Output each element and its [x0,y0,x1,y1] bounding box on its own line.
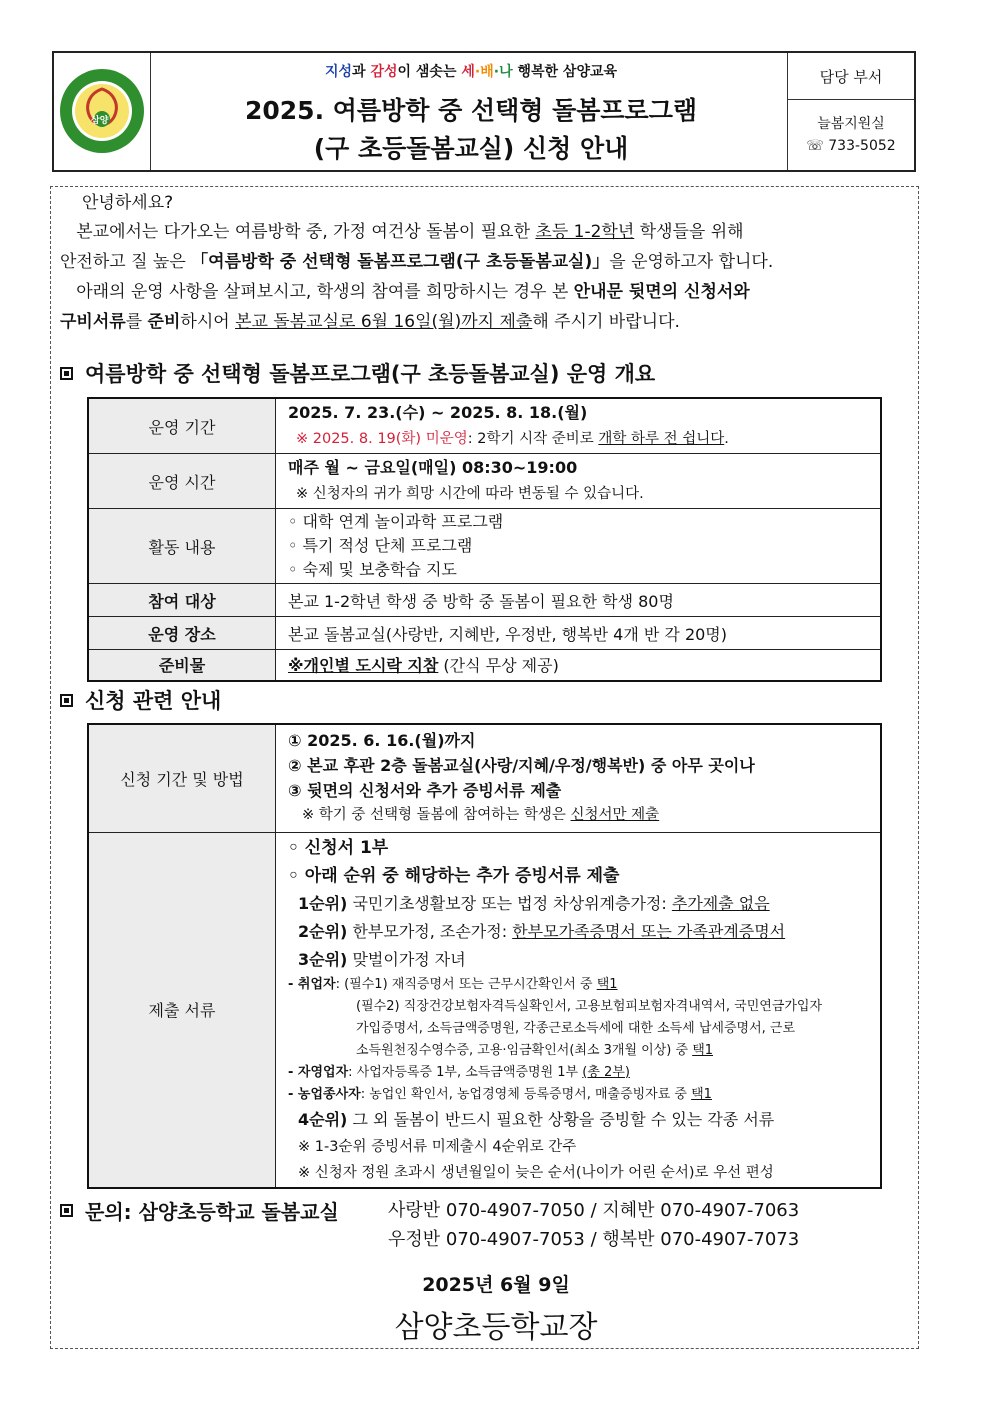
table-row [88,724,881,832]
table-row [88,454,881,509]
docs-label: 제출 서류 [88,832,276,1188]
section-apply-heading: 신청 관련 안내 [60,685,221,715]
target-value: 본교 1-2학년 학생 중 방학 중 돌봄이 필요한 학생 80명 [276,584,882,617]
school-logo-icon [54,53,150,170]
greeting: 안녕하세요? [82,193,174,213]
department-phone: ☏ 733-5052 [806,138,896,154]
prep-label: 준비물 [88,650,276,681]
intro-paragraph-4: 구비서류를 준비하시어 본교 돌봄교실로 6월 16일(월)까지 제출해 주시기 바랍니다. [60,312,680,332]
section-overview-heading: 여름방학 중 선택형 돌봄프로그램(구 초등돌봄교실) 운영 개요 [60,358,655,388]
department-name: 늘봄지원실 [817,116,885,132]
period-value: 2025. 7. 23.(수) ~ 2025. 8. 18.(월) ※ 2025. 8. 19(화) 미운영: 2학기 시작 준비로 개학 하루 전 쉽니다. [276,398,882,454]
table-row [88,650,881,681]
table-row [88,832,881,1188]
overview-table [87,397,882,682]
time-label: 운영 시간 [88,454,276,509]
apply-table [87,723,882,1189]
intro-paragraph-1: 본교에서는 다가오는 여름방학 중, 가정 여건상 돌봄이 필요한 초등 1-2학년 학생들을 위해 [76,222,744,242]
apply-label: 신청 기간 및 방법 [88,724,276,832]
table-row [88,617,881,650]
square-bullet-icon [60,694,73,707]
intro-paragraph-2: 안전하고 질 높은 「여름방학 중 선택형 돌봄프로그램(구 초등돌봄교실)」을 운영하고자 합니다. [60,252,774,272]
place-value: 본교 돌봄교실(사랑반, 지혜반, 우정반, 행복반 4개 반 각 20명) [276,617,882,650]
table-row [88,398,881,454]
apply-value: ① 2025. 6. 16.(월)까지 ② 본교 후관 2층 돌봄교실(사랑/지혜/우정/행복반) 중 아무 곳이나 ③ 뒷면의 신청서와 추가 증빙서류 제출 ※ 학기 중 선택형 돌봄에 참여하는 학생은 신청서만 제출 [276,724,882,832]
contact-line-1: 사랑반 070-4907-7050 / 지혜반 070-4907-7063 [388,1200,800,1221]
docs-value: ◦ 신청서 1부 ◦ 아래 순위 중 해당하는 추가 증빙서류 제출 1순위) 국민기초생활보장 또는 법정 차상위계층가정: 추가제출 없음 2순위) 한부모가정, 조손가정: 한부모가족증명서 또는 가족관계증명서 3순위) 맞벌이가정 자녀 - 취업자: (필수1) 재직증명서 또는 근무시간확인서 중 택1 (필수2) 직장건강보험자격득실확인서, 고용보험피보험자격내역서, 국민연금가입자 가입증명서, 소득금액증명원, 각종근로소득세에 대한 소득세 납세증명서, 근로 소득원천징수영수증, 고용·임금확인서(최소 3개월 이상) 중 택1 - 자영업자: 사업자등록증 1부, 소득금액증명원 1부 (총 2부) - 농업종사자: 농업인 확인서, 농업경영체 등록증명서, 매출증빙자료 중 택1 4순위) 그 외 돌봄이 반드시 필요한 상황을 증빙할 수 있는 각종 서류 ※ 1-3순위 증빙서류 미제출시 4순위로 간주 ※ 신청자 정원 초과시 생년월일이 늦은 순서(나이가 어린 순서)로 우선 편성 [276,832,882,1188]
place-label: 운영 장소 [88,617,276,650]
school-logo-cell [54,53,151,170]
page-title-line1: 2025. 여름방학 중 선택형 돌봄프로그램 [245,96,697,125]
principal-signature: 삼양초등학교장 [394,1310,598,1345]
prep-value: ※개인별 도시락 지참 (간식 무상 제공) [276,650,882,681]
document-header [52,51,916,172]
contact-heading: 문의: 삼양초등학교 돌봄교실 [60,1196,339,1225]
department-label: 담당 부서 [788,53,914,100]
time-value: 매주 월 ~ 금요일(매일) 08:30~19:00 ※ 신청자의 귀가 희망 시간에 따라 변동될 수 있습니다. [276,454,882,509]
school-slogan: 지성과 감성이 샘솟는 세·배·나 행복한 삼양교육 [324,64,618,80]
issue-date: 2025년 6월 9일 [422,1274,570,1296]
department-info [788,100,914,170]
table-row [88,509,881,584]
intro-paragraph-3: 아래의 운영 사항을 살펴보시고, 학생의 참여를 희망하시는 경우 본 안내문 뒷면의 신청서와 [76,282,750,302]
square-bullet-icon [60,1204,73,1217]
square-bullet-icon [60,367,73,380]
department-cell [787,53,914,170]
contact-line-2: 우정반 070-4907-7053 / 행복반 070-4907-7073 [388,1229,800,1250]
target-label: 참여 대상 [88,584,276,617]
period-label: 운영 기간 [88,398,276,454]
logo-text: 삼양 [91,116,109,126]
activity-label: 활동 내용 [88,509,276,584]
activity-value: ◦ 대학 연계 놀이과학 프로그램 ◦ 특기 적성 단체 프로그램 ◦ 숙제 및 보충학습 지도 [276,509,882,584]
table-row [88,584,881,617]
page-title-line2: (구 초등돌봄교실) 신청 안내 [313,134,629,163]
